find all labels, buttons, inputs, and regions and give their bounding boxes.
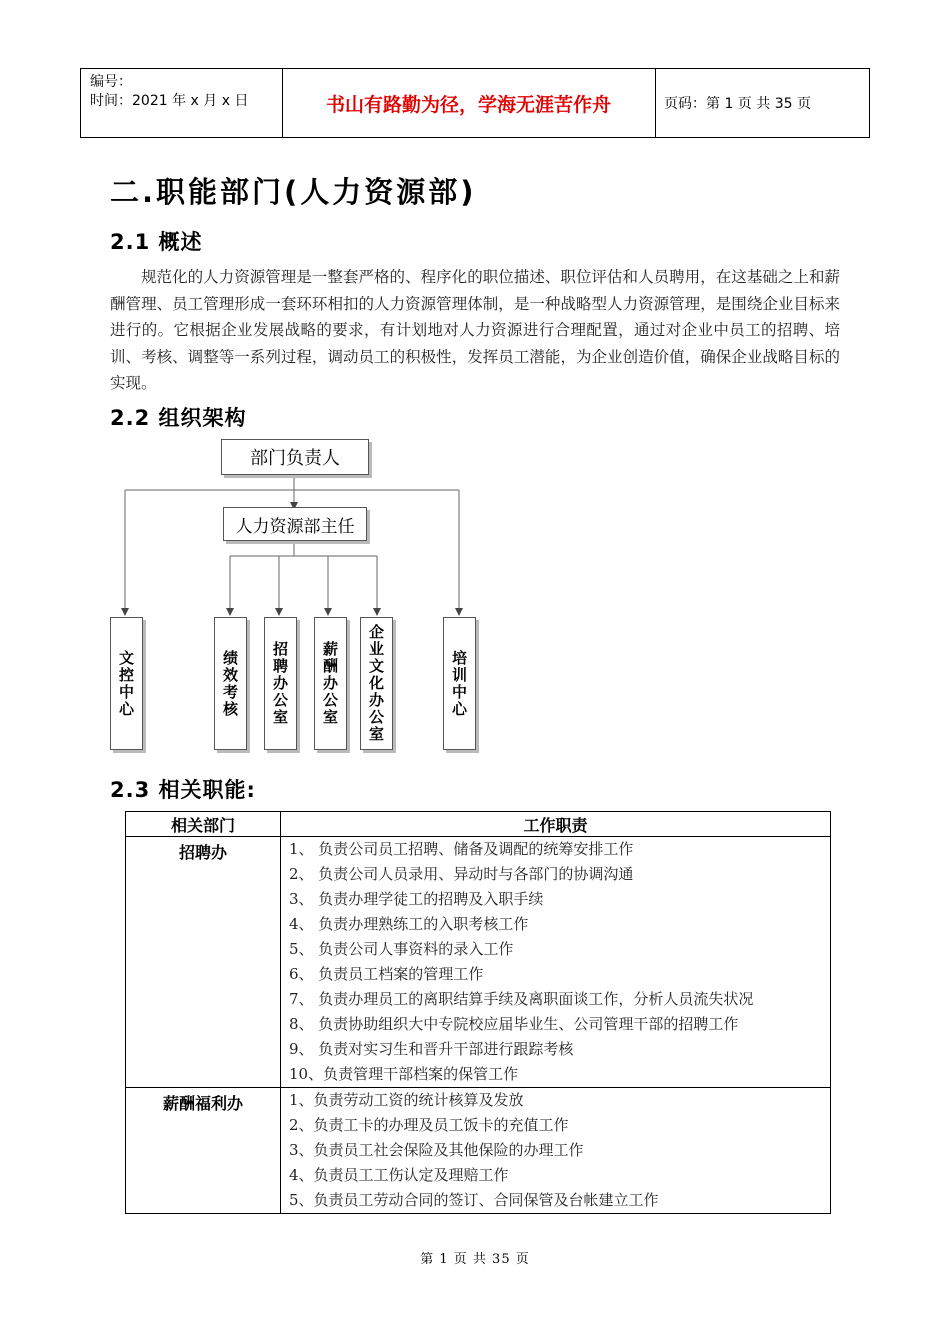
header-divider: [869, 69, 870, 137]
org-heading: 2.2 组织架构: [110, 406, 247, 430]
header-divider: [655, 69, 656, 137]
duty-item: 4、负责员工工伤认定及理赔工作: [289, 1166, 509, 1184]
header-divider: [80, 69, 81, 137]
org-box-second: 人力资源部主任: [223, 507, 367, 541]
org-unit-box: 文控中心: [110, 617, 143, 750]
duties-heading: 2.3 相关职能:: [110, 778, 256, 802]
header-meta: [90, 73, 248, 111]
org-unit-box: 绩效考核: [214, 617, 247, 750]
duties-table: [125, 811, 831, 1214]
duty-item: 4、 负责办理熟练工的入职考核工作: [289, 915, 529, 933]
duty-item: 10、负责管理干部档案的保管工作: [289, 1065, 519, 1083]
org-unit-box: 薪酬办公室: [314, 617, 347, 750]
duty-item: 2、负责工卡的办理及员工饭卡的充值工作: [289, 1116, 569, 1134]
dept-cell: 招聘办: [126, 837, 281, 1088]
overview-text: 规范化的人力资源管理是一整套严格的、程序化的职位描述、职位评估和人员聘用，在这基础之上和薪酬管理、员工管理形成一套环环相扣的人力资源管理体制，是一种战略型人力资源管理，是围绕企业目标来进行的。它根据企业发展战略的要求，有计划地对人力资源进行合理配置，通过对企业中员工的招聘、培训、考核、调整等一系列过程，调动员工的积极性，发挥员工潜能，为企业创造价值，确保企业战略目标的实现。: [110, 268, 840, 392]
org-box-top: 部门负责人: [221, 439, 369, 475]
duty-item: 1、负责劳动工资的统计核算及发放: [289, 1091, 524, 1109]
duty-item: 5、 负责公司人事资料的录入工作: [289, 940, 514, 958]
col-dept-header: 相关部门: [126, 812, 281, 837]
header-page-info: 页码：第 1 页 共 35 页: [664, 96, 811, 112]
header-slogan: 书山有路勤为径，学海无涯苦作舟: [325, 93, 611, 116]
duty-item: 3、 负责办理学徒工的招聘及入职手续: [289, 890, 544, 908]
duty-cell: [281, 837, 831, 1088]
duty-item: 9、 负责对实习生和晋升干部进行跟踪考核: [289, 1040, 574, 1058]
table-row: [126, 1088, 831, 1214]
duty-cell: [281, 1088, 831, 1214]
duty-item: 8、 负责协助组织大中专院校应届毕业生、公司管理干部的招聘工作: [289, 1015, 739, 1033]
overview-heading: 2.1 概述: [110, 230, 203, 254]
org-unit-box: 招聘办公室: [264, 617, 297, 750]
duty-item: 5、负责员工劳动合同的签订、合同保管及台帐建立工作: [289, 1191, 659, 1209]
dept-cell: 薪酬福利办: [126, 1088, 281, 1214]
duty-item: 3、负责员工社会保险及其他保险的办理工作: [289, 1141, 584, 1159]
org-unit-box: 企业文化办公室: [360, 617, 393, 750]
table-row: [126, 837, 831, 1088]
table-header-row: [126, 812, 831, 837]
org-unit-box: 培训中心: [443, 617, 476, 750]
header-time: 时间：2021 年 x 月 x 日: [90, 93, 249, 109]
duty-item: 7、 负责办理员工的离职结算手续及离职面谈工作，分析人员流失状况: [289, 990, 754, 1008]
duty-item: 1、 负责公司员工招聘、储备及调配的统筹安排工作: [289, 840, 634, 858]
duty-item: 6、 负责员工档案的管理工作: [289, 965, 484, 983]
page-footer: 第 1 页 共 35 页: [420, 1252, 530, 1267]
col-duty-header: 工作职责: [281, 812, 831, 837]
header-number: 编号：: [90, 74, 132, 90]
page-header: [80, 68, 870, 138]
duty-item: 2、 负责公司人员录用、异动时与各部门的协调沟通: [289, 865, 634, 883]
page-title: 二.职能部门(人力资源部): [110, 175, 477, 209]
